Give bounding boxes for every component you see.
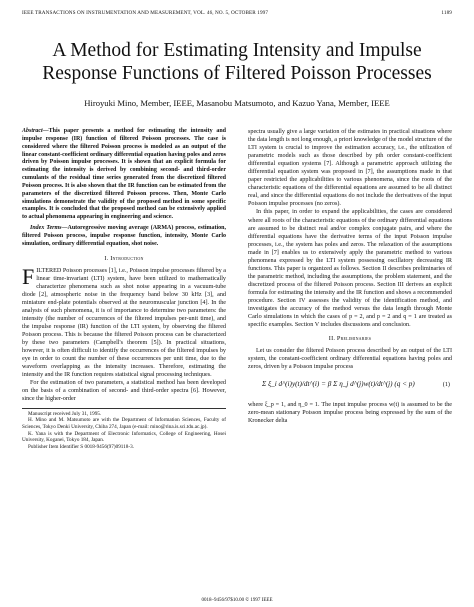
footnote-affiliation-1: H. Mino and M. Matsumoto are with the Department of Information Sciences, Faculty of Sciences, Tokyo Denki University, Chiba 274, Japan (e-mail: mino@rina.is.sci.tdu.ac.jp). — [22, 417, 226, 430]
index-terms — [22, 225, 226, 249]
footnote-affiliation-2: K. Yana is with the Department of Electronic Informatics, College of Engineering, Hosei University, Koganei, Tokyo 184, Japan. — [22, 430, 226, 444]
footnotes — [22, 408, 226, 451]
journal-header: IEEE TRANSACTIONS ON INSTRUMENTATION AND MEASUREMENT, VOL. 46, NO. 5, OCTOBER 1997 — [22, 10, 269, 16]
introduction-paragraph-2: For the estimation of two parameters, a statistical method has been developed on the basis of a combination of second- and third-order spectra [6]. However, since the higher-order — [22, 380, 226, 403]
abstract — [22, 128, 226, 222]
introduction-body — [22, 263, 226, 404]
footnote-identifier: Publisher Item Identifier S 0018-9456(97)09118-3. — [28, 444, 134, 451]
paper-title — [0, 39, 474, 85]
index-terms-text: Autoregressive moving average (ARMA) process, estimation, filtered Poisson process, impulse response function, intensity, Monte Carlo simulation, ordinary differential equation, shot noise. — [22, 225, 226, 247]
intro-paragraph-3: In this paper, in order to expand the applicabilities, the cases are considered where all roots of the characteristic equations of the ordinary differential equations are assumed to be distinct real and/or complex conjugate pairs, and where the differential equations have the derivative terms of the input Poisson impulse processes, i.e., the system has poles and zeros. The relaxation of the assumptions made in [7] enables us to extensively apply the parametric method to various phenomena expressed by the LTI system possessing oscillatory decreasing IR functions. This paper is organized as follows. Section II describes preliminaries of the parametric method, including the assumptions, the problem statement, and the discretized process of the filtered Poisson process. Section III derives an explicit formula for estimating the intensity and the IR function and shows a recommended procedure. Section IV assesses the validity of the identification method, and investigates the accuracy of the method versus the data length through Monte Carlo simulations in which the cases of p = 2, and p = 2 and q = 1 are treated as specific examples. Section V includes discussions and conclusion. — [248, 209, 452, 329]
section-heading-preliminaries: II. Preliminaries — [328, 335, 372, 343]
abstract-lead: Abstract— — [22, 128, 49, 134]
section-heading-introduction: I. Introduction — [104, 254, 144, 262]
introduction-paragraph-1 — [22, 263, 226, 380]
abstract-text: This paper presents a method for estimating the intensity and impulse response (IR) function of filtered Poisson processes. The case is considered where the filtered Poisson process is modeled as an output of the linear constant-coefficient ordinary differential equation having poles and zeros driven by Poisson impulse processes. It is shown that an explicit formula for estimating the intensity is derived by combining second- and third-order cumulants of the residual time series generated from the discretized filtered Poisson process. It is also shown that the IR function can be estimated from the parameters of the discretized filtered Poisson process. Then, Monte Carlo simulations demonstrate the validity of the proposed method in some specific examples. It is concluded that the proposed method can be extensively applied to actual phenomena appearing in engineering and science. — [22, 128, 226, 221]
introduction-paragraph-1-text: ILTERED Poisson processes [1], i.e., Poisson impulse processes filtered by a linear time-invariant (LTI) system, have been utilized to mathematically characterize phenomena such as shot noise appearing in a vacuum-tube diode [2], atmospheric noise in the frequency band below 30 kHz [3], and miniature end-plate potentials observed at the neuromuscular junction [4]. In the analysis of such phenomena, it is of importance to determine two parameters: the intensity (the number of occurrences of the filtered impulses per-unit time), and the impulse response (IR) function of the LTI system, by observing the filtered Poisson process. This is because the filtered Poisson process can be characterized by these two parameters (Campbell's theorem [5]). In practical situations, however, it is often difficult to identify the occurrences of the filtered impulses by eye in order to count the number of these occurrences per unit time, due to the waveform overlapping as the intensity increases. Therefore, estimating the intensity and the IR function requires statistical signal processing techniques. — [22, 267, 226, 379]
author-list: Hiroyuki Mino, Member, IEEE, Masanobu Matsumoto, and Kazuo Yana, Member, IEEE — [84, 98, 390, 108]
preliminaries-paragraph-1: Let us consider the filtered Poisson process described by an output of the LTI system, the constant-coefficient ordinary differential equations having poles and zeros, driven by a Poisson impulse process — [248, 348, 452, 371]
page-number: 1189 — [441, 10, 452, 16]
title-line-1: A Method for Estimating Intensity and Impulse — [52, 40, 422, 61]
copyright-line: 0018–9456/97$10.00 © 1997 IEEE — [201, 598, 273, 603]
footnote-received: Manuscript received July 31, 1995. — [28, 410, 102, 417]
running-head — [22, 10, 452, 17]
equation-number: (1) — [442, 381, 450, 389]
left-column — [22, 128, 226, 451]
equation-1 — [248, 376, 452, 396]
equation-expression: Σ ξ_i d^(i)y(t)/dt^(i) = β Σ η_j d^(j)w(t)/dt^(j) (q < p) — [262, 380, 415, 389]
drop-cap: F — [22, 263, 35, 289]
preliminaries-paragraph-2: where ξ_p = 1, and η_0 = 1. The input impulse process w(t) is assumed to be the zero-mean stationary Poisson impulse process being expressed by the sum of the Kronecker delta — [248, 402, 452, 425]
intro-continued-paragraph: spectra usually give a large variation of the estimates in practical situations where the data length is not long enough, a priori knowledge of the model structure of the LTI system is crucial to improve the estimation accuracy, i.e., the utilization of parametric models such as those described by pth order constant-coefficient differential equation systems [7]. Although a parametric approach utilizing the differential equation system was proposed in [7], the assumptions made in that paper restricted the applicabilities to various phenomena, since the roots of the characteristic equations of the differential equations are assumed to be all distinct real, and since the differential equations do not include the derivatives of the input Poisson impulse processes (no zeros). — [248, 129, 452, 208]
title-line-2: Response Functions of Filtered Poisson Processes — [42, 63, 432, 84]
index-terms-lead: Index Terms— — [30, 225, 68, 232]
right-column — [248, 128, 452, 426]
